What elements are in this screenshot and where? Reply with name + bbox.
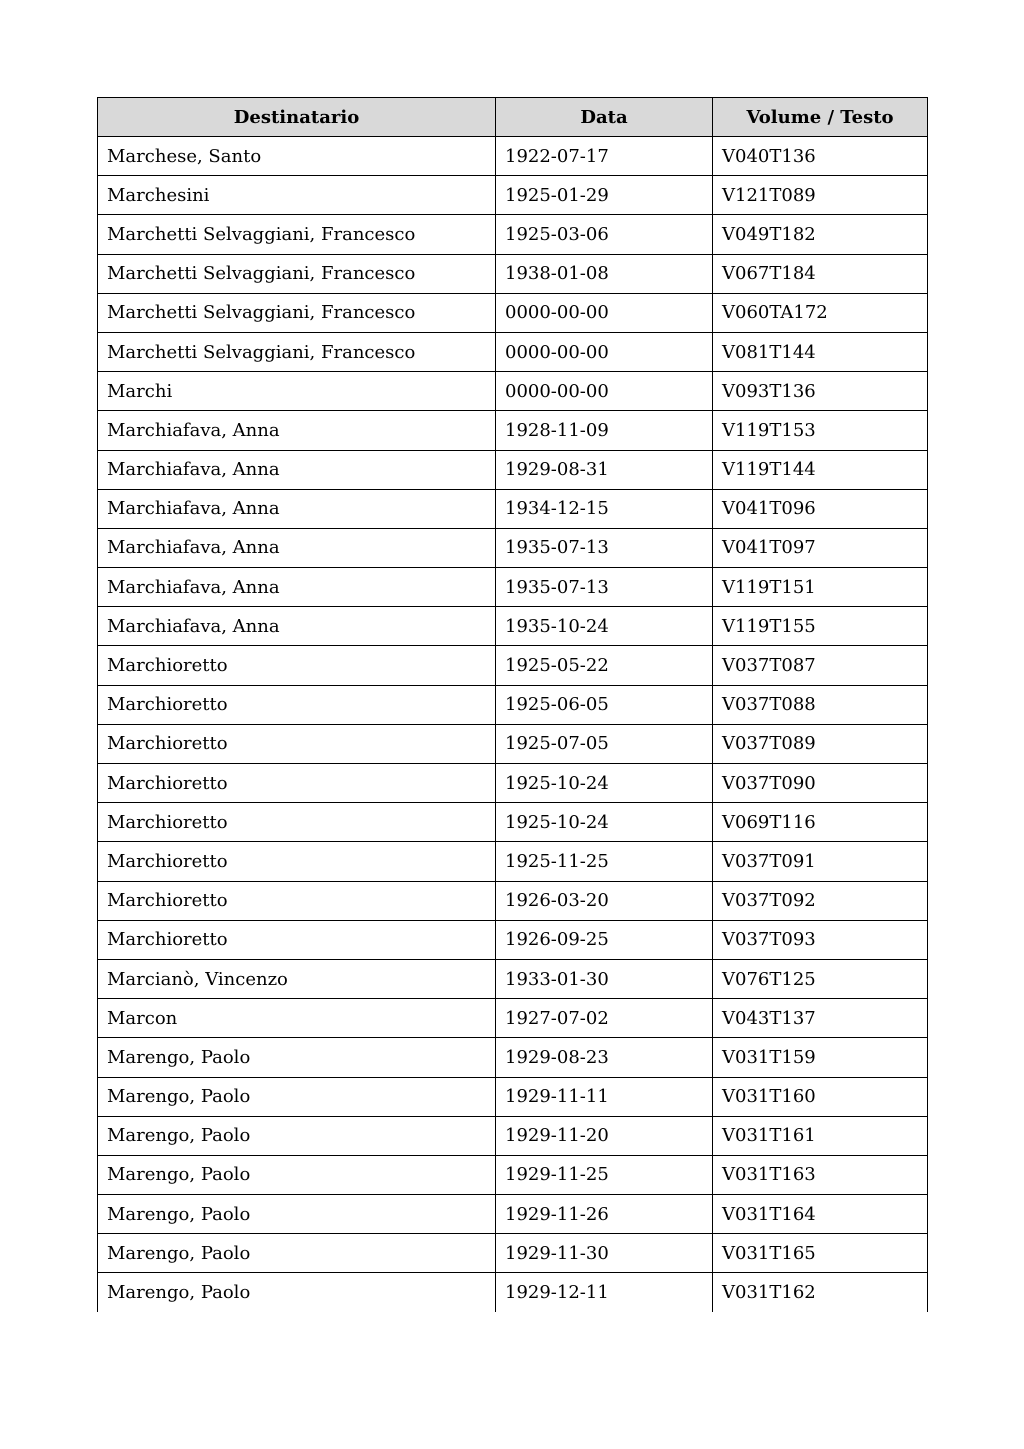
- recipient-cell: Marchiafava, Anna: [98, 528, 496, 567]
- date-cell: 1929-11-25: [496, 1155, 713, 1194]
- volume-text-cell: V037T090: [713, 764, 928, 803]
- volume-text-cell: V119T144: [713, 450, 928, 489]
- table-row: [98, 685, 928, 724]
- table-row: [98, 568, 928, 607]
- recipient-cell: Marchetti Selvaggiani, Francesco: [98, 254, 496, 293]
- date-cell: 1929-08-23: [496, 1038, 713, 1077]
- table-row: [98, 528, 928, 567]
- table-row: [98, 1273, 928, 1312]
- table-row: [98, 1234, 928, 1273]
- volume-text-cell: V121T089: [713, 176, 928, 215]
- date-cell: 1925-11-25: [496, 842, 713, 881]
- recipient-cell: Marcon: [98, 999, 496, 1038]
- table-row: [98, 764, 928, 803]
- recipient-cell: Marchioretto: [98, 881, 496, 920]
- volume-text-cell: V031T159: [713, 1038, 928, 1077]
- volume-text-cell: V037T093: [713, 920, 928, 959]
- recipient-cell: Marengo, Paolo: [98, 1116, 496, 1155]
- volume-text-cell: V037T087: [713, 646, 928, 685]
- table-row: [98, 372, 928, 411]
- date-cell: 0000-00-00: [496, 372, 713, 411]
- table-header: [98, 98, 928, 137]
- volume-text-cell: V041T096: [713, 489, 928, 528]
- volume-text-cell: V037T092: [713, 881, 928, 920]
- table-row: [98, 881, 928, 920]
- recipient-cell: Marengo, Paolo: [98, 1234, 496, 1273]
- volume-text-cell: V037T089: [713, 724, 928, 763]
- recipient-cell: Marengo, Paolo: [98, 1195, 496, 1234]
- recipient-cell: Marcianò, Vincenzo: [98, 959, 496, 998]
- volume-text-cell: V076T125: [713, 959, 928, 998]
- table-row: [98, 137, 928, 176]
- date-cell: 1925-10-24: [496, 803, 713, 842]
- table-row: [98, 1038, 928, 1077]
- recipient-cell: Marchioretto: [98, 842, 496, 881]
- column-header-volume-text: Volume / Testo: [713, 98, 928, 137]
- table-row: [98, 999, 928, 1038]
- recipient-cell: Marchese, Santo: [98, 137, 496, 176]
- date-cell: 1938-01-08: [496, 254, 713, 293]
- volume-text-cell: V081T144: [713, 332, 928, 371]
- date-cell: 1935-07-13: [496, 528, 713, 567]
- table-row: [98, 489, 928, 528]
- date-cell: 1925-01-29: [496, 176, 713, 215]
- date-cell: 1929-11-26: [496, 1195, 713, 1234]
- date-cell: 1935-10-24: [496, 607, 713, 646]
- table-row: [98, 254, 928, 293]
- recipient-cell: Marengo, Paolo: [98, 1273, 496, 1312]
- volume-text-cell: V060TA172: [713, 293, 928, 332]
- recipient-cell: Marchi: [98, 372, 496, 411]
- recipient-cell: Marchioretto: [98, 724, 496, 763]
- table-row: [98, 293, 928, 332]
- date-cell: 1926-09-25: [496, 920, 713, 959]
- recipient-cell: Marchioretto: [98, 764, 496, 803]
- table-row: [98, 1116, 928, 1155]
- recipient-cell: Marchiafava, Anna: [98, 607, 496, 646]
- recipient-cell: Marchetti Selvaggiani, Francesco: [98, 215, 496, 254]
- volume-text-cell: V069T116: [713, 803, 928, 842]
- volume-text-cell: V031T161: [713, 1116, 928, 1155]
- date-cell: 1934-12-15: [496, 489, 713, 528]
- table-row: [98, 450, 928, 489]
- volume-text-cell: V031T160: [713, 1077, 928, 1116]
- table-row: [98, 1155, 928, 1194]
- column-header-recipient: Destinatario: [98, 98, 496, 137]
- date-cell: 1929-11-30: [496, 1234, 713, 1273]
- table-row: [98, 920, 928, 959]
- recipient-cell: Marchioretto: [98, 920, 496, 959]
- table-row: [98, 842, 928, 881]
- header-row: [98, 98, 928, 137]
- date-cell: 1925-07-05: [496, 724, 713, 763]
- recipient-cell: Marengo, Paolo: [98, 1077, 496, 1116]
- volume-text-cell: V043T137: [713, 999, 928, 1038]
- recipient-cell: Marchesini: [98, 176, 496, 215]
- table-body: [98, 137, 928, 1313]
- date-cell: 0000-00-00: [496, 332, 713, 371]
- table-row: [98, 724, 928, 763]
- table-row: [98, 176, 928, 215]
- recipient-cell: Marengo, Paolo: [98, 1155, 496, 1194]
- recipient-cell: Marchetti Selvaggiani, Francesco: [98, 332, 496, 371]
- date-cell: 1925-05-22: [496, 646, 713, 685]
- table-row: [98, 332, 928, 371]
- volume-text-cell: V067T184: [713, 254, 928, 293]
- date-cell: 1928-11-09: [496, 411, 713, 450]
- recipient-cell: Marchiafava, Anna: [98, 568, 496, 607]
- date-cell: 1925-03-06: [496, 215, 713, 254]
- table-row: [98, 411, 928, 450]
- date-cell: 1929-11-20: [496, 1116, 713, 1155]
- table-row: [98, 959, 928, 998]
- volume-text-cell: V040T136: [713, 137, 928, 176]
- recipient-cell: Marchioretto: [98, 685, 496, 724]
- recipient-cell: Marchiafava, Anna: [98, 411, 496, 450]
- column-header-date: Data: [496, 98, 713, 137]
- table-row: [98, 803, 928, 842]
- date-cell: 1929-11-11: [496, 1077, 713, 1116]
- volume-text-cell: V119T155: [713, 607, 928, 646]
- date-cell: 1927-07-02: [496, 999, 713, 1038]
- recipient-cell: Marchioretto: [98, 803, 496, 842]
- volume-text-cell: V093T136: [713, 372, 928, 411]
- volume-text-cell: V037T088: [713, 685, 928, 724]
- volume-text-cell: V119T153: [713, 411, 928, 450]
- volume-text-cell: V041T097: [713, 528, 928, 567]
- letters-table: [97, 97, 928, 1312]
- table-row: [98, 1077, 928, 1116]
- table-row: [98, 1195, 928, 1234]
- date-cell: 1933-01-30: [496, 959, 713, 998]
- volume-text-cell: V119T151: [713, 568, 928, 607]
- volume-text-cell: V031T165: [713, 1234, 928, 1273]
- recipient-cell: Marchetti Selvaggiani, Francesco: [98, 293, 496, 332]
- date-cell: 1929-12-11: [496, 1273, 713, 1312]
- volume-text-cell: V031T163: [713, 1155, 928, 1194]
- date-cell: 1925-06-05: [496, 685, 713, 724]
- date-cell: 1925-10-24: [496, 764, 713, 803]
- table-row: [98, 607, 928, 646]
- recipient-cell: Marengo, Paolo: [98, 1038, 496, 1077]
- recipient-cell: Marchiafava, Anna: [98, 450, 496, 489]
- volume-text-cell: V031T162: [713, 1273, 928, 1312]
- recipient-cell: Marchiafava, Anna: [98, 489, 496, 528]
- date-cell: 1922-07-17: [496, 137, 713, 176]
- date-cell: 0000-00-00: [496, 293, 713, 332]
- table-row: [98, 646, 928, 685]
- date-cell: 1929-08-31: [496, 450, 713, 489]
- date-cell: 1926-03-20: [496, 881, 713, 920]
- table-row: [98, 215, 928, 254]
- volume-text-cell: V031T164: [713, 1195, 928, 1234]
- volume-text-cell: V049T182: [713, 215, 928, 254]
- date-cell: 1935-07-13: [496, 568, 713, 607]
- volume-text-cell: V037T091: [713, 842, 928, 881]
- recipient-cell: Marchioretto: [98, 646, 496, 685]
